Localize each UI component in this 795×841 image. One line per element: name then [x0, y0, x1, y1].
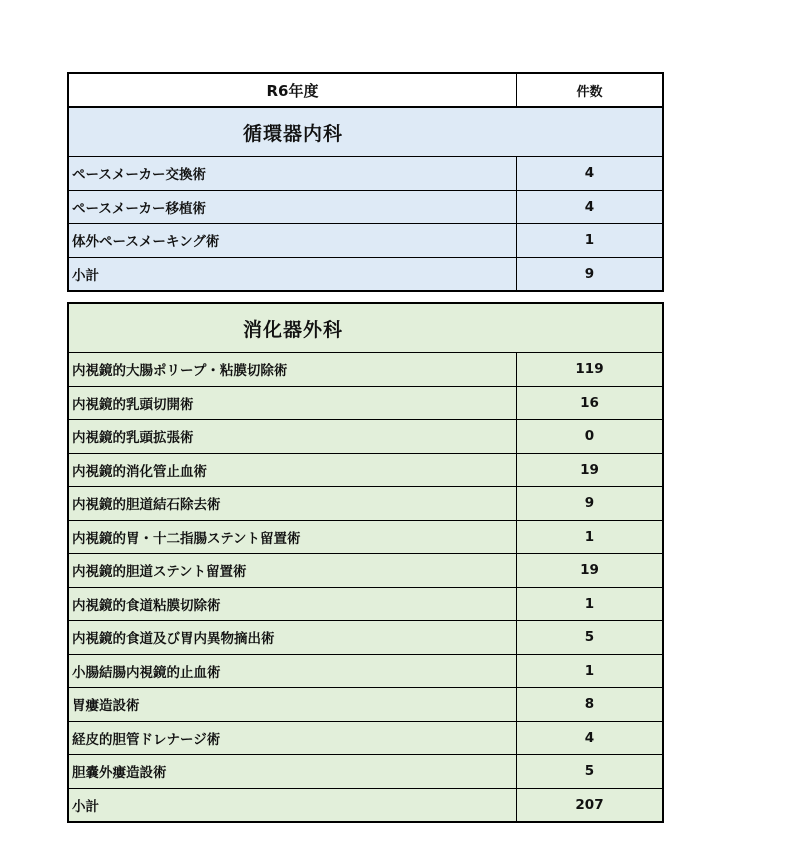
procedure-name: 内視鏡的胃・十二指腸ステント留置術 [69, 521, 517, 554]
procedure-name: 胆嚢外瘻造設術 [69, 755, 517, 788]
procedure-count: 1 [584, 528, 595, 545]
procedure-name: ペースメーカー交換術 [69, 157, 517, 190]
table-row [69, 190, 662, 224]
table-row [69, 352, 662, 386]
procedure-count: 19 [580, 461, 599, 478]
table-row [69, 453, 662, 487]
count-header: 件数 [576, 84, 603, 100]
table-row [69, 223, 662, 257]
table-row [69, 520, 662, 554]
subtotal-count: 207 [575, 796, 604, 813]
procedure-name: 経皮的胆管ドレナージ術 [69, 722, 517, 755]
table-row [69, 156, 662, 190]
procedure-name: 内視鏡的食道粘膜切除術 [69, 588, 517, 621]
table-row [69, 721, 662, 755]
procedure-count: 5 [584, 629, 595, 646]
gastro-surgery-table [67, 302, 664, 823]
table-row [69, 620, 662, 654]
procedure-count: 119 [575, 361, 604, 378]
procedure-count: 19 [580, 562, 599, 579]
procedure-name: 内視鏡的胆道結石除去術 [69, 487, 517, 520]
section-title-row [69, 106, 662, 156]
procedure-count: 4 [584, 729, 595, 746]
procedure-name: 内視鏡的消化管止血術 [69, 454, 517, 487]
section-title-gastro: 消化器外科 [242, 318, 343, 341]
procedure-count: 1 [584, 662, 595, 679]
table-row [69, 419, 662, 453]
section-title-cardiology: 循環器内科 [242, 122, 343, 145]
procedure-name: 内視鏡的胆道ステント留置術 [69, 554, 517, 587]
procedure-count: 4 [584, 198, 595, 215]
cardiology-table [67, 72, 664, 292]
procedure-count: 1 [584, 595, 595, 612]
subtotal-row [69, 257, 662, 291]
procedure-name: 内視鏡的大腸ポリープ・粘膜切除術 [69, 353, 517, 386]
procedure-name: ペースメーカー移植術 [69, 191, 517, 224]
procedure-count: 1 [584, 232, 595, 249]
procedure-name: 小腸結腸内視鏡的止血術 [69, 655, 517, 688]
table-header-row [69, 74, 662, 106]
subtotal-row [69, 788, 662, 822]
procedure-count: 5 [584, 763, 595, 780]
table-row [69, 754, 662, 788]
procedure-name: 内視鏡的乳頭切開術 [69, 387, 517, 420]
subtotal-count: 9 [584, 265, 595, 282]
procedure-count: 16 [580, 394, 599, 411]
subtotal-label: 小計 [69, 789, 517, 822]
procedure-count: 8 [584, 696, 595, 713]
section-title-row [69, 304, 662, 352]
procedure-count: 0 [584, 428, 595, 445]
procedure-name: 内視鏡的乳頭拡張術 [69, 420, 517, 453]
procedure-count: 4 [584, 165, 595, 182]
table-row [69, 687, 662, 721]
year-header: R6年度 [69, 74, 517, 106]
table-row [69, 386, 662, 420]
procedure-name: 内視鏡的食道及び胃内異物摘出術 [69, 621, 517, 654]
table-row [69, 654, 662, 688]
procedure-count: 9 [584, 495, 595, 512]
table-row [69, 553, 662, 587]
subtotal-label: 小計 [69, 258, 517, 291]
table-row [69, 486, 662, 520]
procedure-name: 胃瘻造設術 [69, 688, 517, 721]
procedure-name: 体外ペースメーキング術 [69, 224, 517, 257]
table-row [69, 587, 662, 621]
